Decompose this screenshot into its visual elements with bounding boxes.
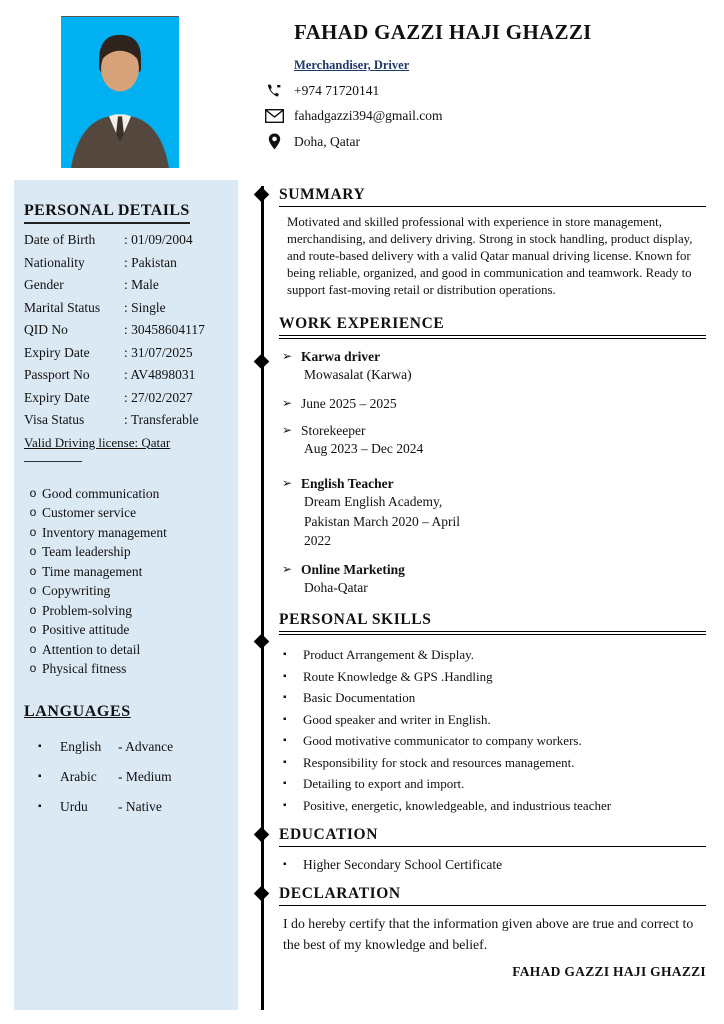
circle-bullet-icon: o: [29, 583, 37, 597]
profile-photo-graphic: [61, 17, 179, 168]
work-item: ➢ Storekeeper Aug 2023 – Dec 2024: [279, 423, 706, 459]
arrow-bullet-icon: ➢: [282, 422, 293, 437]
declaration-section: [279, 885, 706, 979]
square-bullet-icon: ▪: [283, 649, 287, 661]
sidebar: [14, 180, 238, 1010]
location-row: [264, 133, 709, 150]
detail-row: Marital Status : Single: [24, 299, 166, 315]
location-icon: [264, 133, 284, 150]
detail-row: Nationality : Pakistan: [24, 254, 177, 270]
personal-skill-item: ▪ Product Arrangement & Display.: [279, 644, 706, 666]
arrow-bullet-icon: ➢: [282, 561, 293, 576]
skill-item: o Inventory management: [24, 523, 230, 543]
personal-skill-item: ▪ Basic Documentation: [279, 687, 706, 709]
skill-item: o Customer service: [24, 503, 230, 523]
arrow-bullet-icon: ➢: [282, 349, 293, 364]
diamond-marker-icon: [254, 634, 270, 650]
work-item: ➢ Online Marketing Doha-Qatar: [279, 562, 706, 598]
circle-bullet-icon: o: [29, 485, 37, 500]
personal-skills-list: [279, 644, 706, 816]
work-item: ➢ Karwa driver Mowasalat (Karwa): [279, 349, 706, 385]
personal-details-heading: PERSONAL DETAILS: [24, 202, 190, 224]
detail-row: Expiry Date : 27/02/2027: [24, 389, 193, 405]
detail-row: Expiry Date : 31/07/2025: [24, 344, 193, 360]
detail-row: QID No : 30458604117: [24, 322, 205, 337]
personal-skill-item: ▪ Responsibility for stock and resources management.: [279, 752, 706, 774]
skill-item: o Good communication: [24, 484, 230, 504]
personal-skill-item: ▪ Detailing to export and import.: [279, 773, 706, 795]
personal-skills-heading: PERSONAL SKILLS: [279, 611, 706, 635]
skill-item: o Attention to detail: [24, 640, 230, 660]
education-section: [279, 826, 706, 873]
circle-bullet-icon: o: [29, 524, 37, 539]
diamond-marker-icon: [254, 886, 270, 902]
soft-skills-list: [24, 484, 230, 679]
personal-skill-item: ▪ Good speaker and writer in English.: [279, 709, 706, 731]
skill-item: o Problem-solving: [24, 601, 230, 621]
detail-row: Date of Birth : 01/09/2004: [24, 232, 193, 247]
square-bullet-icon: ▪: [283, 670, 287, 682]
personal-skill-item: ▪ Positive, energetic, knowledgeable, and industrious teacher: [279, 795, 706, 817]
header: [264, 20, 709, 150]
detail-row: Visa Status : Transferable: [24, 412, 199, 427]
circle-bullet-icon: o: [29, 544, 37, 558]
phone-icon: [264, 83, 284, 99]
skill-item: o Time management: [24, 562, 230, 582]
square-bullet-icon: ▪: [283, 692, 287, 704]
square-bullet-icon: ▪: [38, 740, 42, 752]
circle-bullet-icon: o: [29, 602, 37, 617]
work-experience-list: [279, 349, 706, 597]
personal-skills-section: [279, 611, 706, 816]
work-item: ➢ June 2025 – 2025: [279, 396, 706, 412]
circle-bullet-icon: o: [29, 641, 37, 656]
arrow-bullet-icon: ➢: [282, 395, 293, 410]
arrow-bullet-icon: ➢: [282, 476, 293, 491]
email-icon: [264, 109, 284, 123]
location-text: Doha, Qatar: [294, 133, 360, 149]
square-bullet-icon: ▪: [38, 770, 42, 782]
summary-heading: SUMMARY: [279, 186, 706, 207]
skill-item: o Team leadership: [24, 542, 230, 562]
main-content: [279, 186, 706, 980]
skill-item: o Physical fitness: [24, 659, 230, 679]
summary-text: Motivated and skilled professional with experience in store management, merchandising, and delivery driving. Strong in stock handling, product display, and route-based delivery with a valid Qatar manual driving license. Known for being reliable, organized, and good in communication and teamwork. Ready to support fast-moving retail or distribution operations.: [287, 215, 693, 298]
work-item: ➢ English Teacher Dream English Academy, Pakistan March 2020 – April 2022: [279, 476, 706, 551]
circle-bullet-icon: o: [29, 661, 37, 675]
candidate-name: FAHAD GAZZI HAJI GHAZZI: [294, 20, 592, 44]
square-bullet-icon: ▪: [283, 713, 287, 725]
education-heading: EDUCATION: [279, 826, 706, 847]
declaration-text: I do hereby certify that the information given above are true and correct to the best of my knowledge and belief.: [283, 916, 694, 953]
job-title: Merchandiser, Driver: [294, 58, 410, 72]
language-item: ▪ Urdu - Native: [38, 798, 162, 814]
square-bullet-icon: ▪: [283, 778, 287, 790]
circle-bullet-icon: o: [29, 505, 37, 519]
language-item: ▪ Arabic - Medium: [38, 768, 172, 784]
declaration-heading: DECLARATION: [279, 885, 706, 906]
summary-section: [279, 186, 706, 299]
circle-bullet-icon: o: [29, 563, 37, 578]
diamond-marker-icon: [254, 354, 270, 370]
square-bullet-icon: ▪: [38, 800, 42, 812]
diamond-marker-icon: [254, 187, 270, 203]
declaration-signature: FAHAD GAZZI HAJI GHAZZI: [512, 963, 706, 979]
personal-details-list: [24, 232, 230, 428]
square-bullet-icon: ▪: [283, 799, 287, 811]
profile-photo: [61, 16, 179, 168]
education-list: [279, 857, 706, 873]
skill-item: o Positive attitude: [24, 620, 230, 640]
education-item: ▪ Higher Secondary School Certificate: [279, 857, 706, 873]
square-bullet-icon: ▪: [283, 859, 287, 871]
square-bullet-icon: ▪: [283, 756, 287, 768]
personal-skill-item: ▪ Good motivative communicator to company workers.: [279, 730, 706, 752]
skill-item: o Copywriting: [24, 581, 230, 601]
driving-license-note: Valid Driving license: Qatar: [24, 434, 171, 450]
square-bullet-icon: ▪: [283, 735, 287, 747]
work-experience-section: [279, 315, 706, 597]
phone-row: [264, 83, 709, 99]
languages-heading: LANGUAGES: [24, 702, 131, 720]
detail-row: Passport No : AV4898031: [24, 367, 196, 382]
email-row: [264, 108, 709, 124]
diamond-marker-icon: [254, 827, 270, 843]
email-address: fahadgazzi394@gmail.com: [294, 108, 443, 123]
personal-skill-item: ▪ Route Knowledge & GPS .Handling: [279, 666, 706, 688]
detail-row: Gender : Male: [24, 277, 159, 292]
divider-line: [24, 461, 82, 462]
languages-list: [24, 739, 230, 815]
language-item: ▪ English - Advance: [38, 738, 174, 754]
phone-number: +974 71720141: [294, 83, 380, 98]
work-experience-heading: WORK EXPERIENCE: [279, 315, 706, 339]
circle-bullet-icon: o: [29, 622, 37, 636]
